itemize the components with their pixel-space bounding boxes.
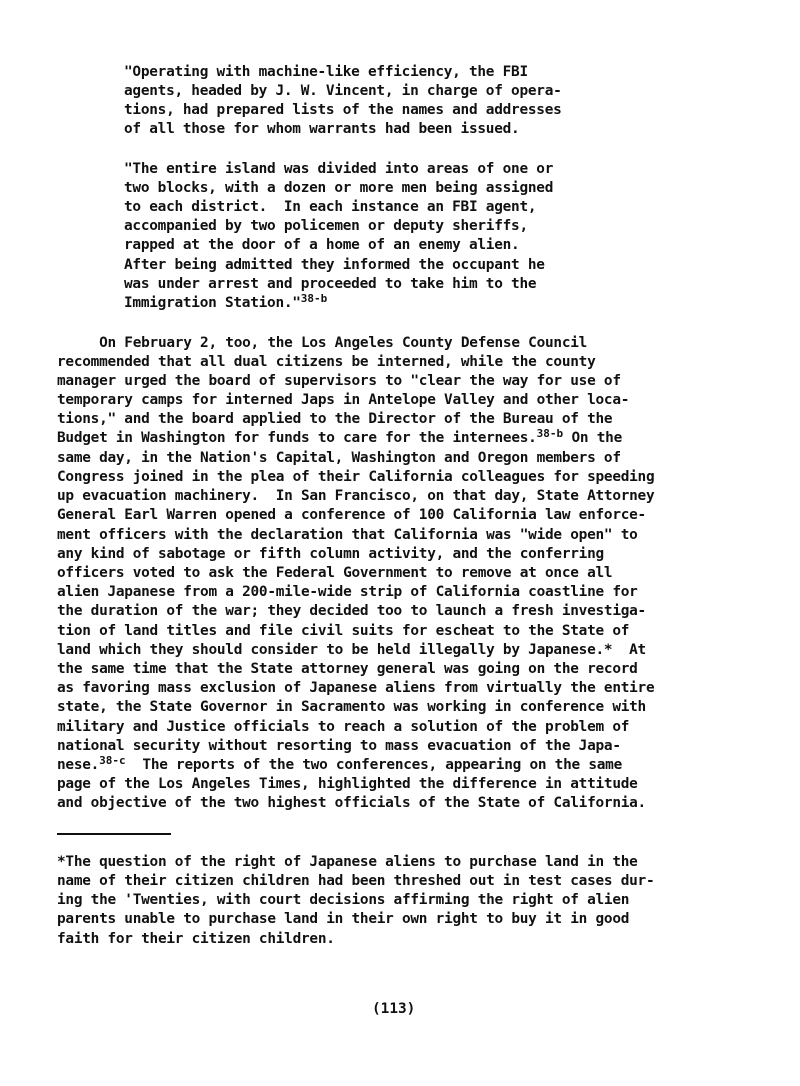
text-line: as favoring mass exclusion of Japanese aliens from virtually the entire xyxy=(57,680,655,696)
text-line: tions," and the board applied to the Director of the Bureau of the xyxy=(57,411,613,427)
text-line: accompanied by two policemen or deputy sheriffs, xyxy=(124,218,528,234)
text-fragment: nese. xyxy=(57,757,100,773)
text-fragment: Immigration Station." xyxy=(124,295,301,311)
text-line: "Operating with machine-like efficiency, the FBI xyxy=(124,64,528,80)
text-line: ing the 'Twenties, with court decisions affirming the right of alien xyxy=(57,892,630,908)
text-line: faith for their citizen children. xyxy=(57,931,335,947)
text-line: manager urged the board of supervisors to "clear the way for use of xyxy=(57,373,621,389)
text-fragment: On the xyxy=(563,430,622,446)
text-line: temporary camps for interned Japs in Antelope Valley and other loca- xyxy=(57,392,630,408)
text-line: *The question of the right of Japanese aliens to purchase land in the xyxy=(57,854,638,870)
reference-marker: 38-b xyxy=(536,427,564,440)
reference-marker: 38-b xyxy=(300,292,328,305)
text-line: General Earl Warren opened a conference of 100 California law enforce- xyxy=(57,507,646,523)
text-line: officers voted to ask the Federal Government to remove at once all xyxy=(57,565,613,581)
text-line: national security without resorting to mass evacuation of the Japa- xyxy=(57,738,621,754)
text-line: state, the State Governor in Sacramento was working in conference with xyxy=(57,699,646,715)
text-line: of all those for whom warrants had been issued. xyxy=(124,121,520,137)
text-line: recommended that all dual citizens be interned, while the county xyxy=(57,354,596,370)
reference-marker: 38-c xyxy=(99,754,126,767)
text-line xyxy=(57,756,622,775)
footnote-divider xyxy=(57,833,171,835)
text-line: "The entire island was divided into areas of one or xyxy=(124,161,554,177)
text-fragment: Budget in Washington for funds to care for the internees. xyxy=(57,430,537,446)
text-line: to each district. In each instance an FBI agent, xyxy=(124,199,537,215)
text-line: tion of land titles and file civil suits for escheat to the State of xyxy=(57,623,630,639)
text-fragment: The reports of the two conferences, appearing on the same xyxy=(125,757,622,773)
text-line: any kind of sabotage or fifth column activity, and the conferring xyxy=(57,546,604,562)
text-line: land which they should consider to be held illegally by Japanese.* At xyxy=(57,642,646,658)
text-line: the duration of the war; they decided too to launch a fresh investiga- xyxy=(57,603,646,619)
text-line: After being admitted they informed the occupant he xyxy=(124,257,545,273)
text-line: was under arrest and proceeded to take him to the xyxy=(124,276,537,292)
text-line: two blocks, with a dozen or more men being assigned xyxy=(124,180,554,196)
text-line: page of the Los Angeles Times, highlighted the difference in attitude xyxy=(57,776,638,792)
text-line: same day, in the Nation's Capital, Washington and Oregon members of xyxy=(57,450,621,466)
text-line: and objective of the two highest officials of the State of California. xyxy=(57,795,646,811)
text-line: rapped at the door of a home of an enemy alien. xyxy=(124,237,520,253)
text-line: military and Justice officials to reach a solution of the problem of xyxy=(57,719,630,735)
text-line: name of their citizen children had been threshed out in test cases dur- xyxy=(57,873,655,889)
text-line: tions, had prepared lists of the names and addresses xyxy=(124,102,562,118)
text-line: alien Japanese from a 200-mile-wide strip of California coastline for xyxy=(57,584,638,600)
text-line: agents, headed by J. W. Vincent, in charge of opera- xyxy=(124,83,562,99)
text-line xyxy=(57,429,622,448)
text-line: up evacuation machinery. In San Francisco, on that day, State Attorney xyxy=(57,488,655,504)
text-line: the same time that the State attorney general was going on the record xyxy=(57,661,638,677)
text-line xyxy=(124,294,327,313)
page-number: (113) xyxy=(372,1001,416,1017)
text-line: On February 2, too, the Los Angeles County Defense Council xyxy=(57,335,588,351)
text-line: parents unable to purchase land in their own right to buy it in good xyxy=(57,911,630,927)
text-line: Congress joined in the plea of their California colleagues for speeding xyxy=(57,469,655,485)
text-line: ment officers with the declaration that California was "wide open" to xyxy=(57,527,638,543)
